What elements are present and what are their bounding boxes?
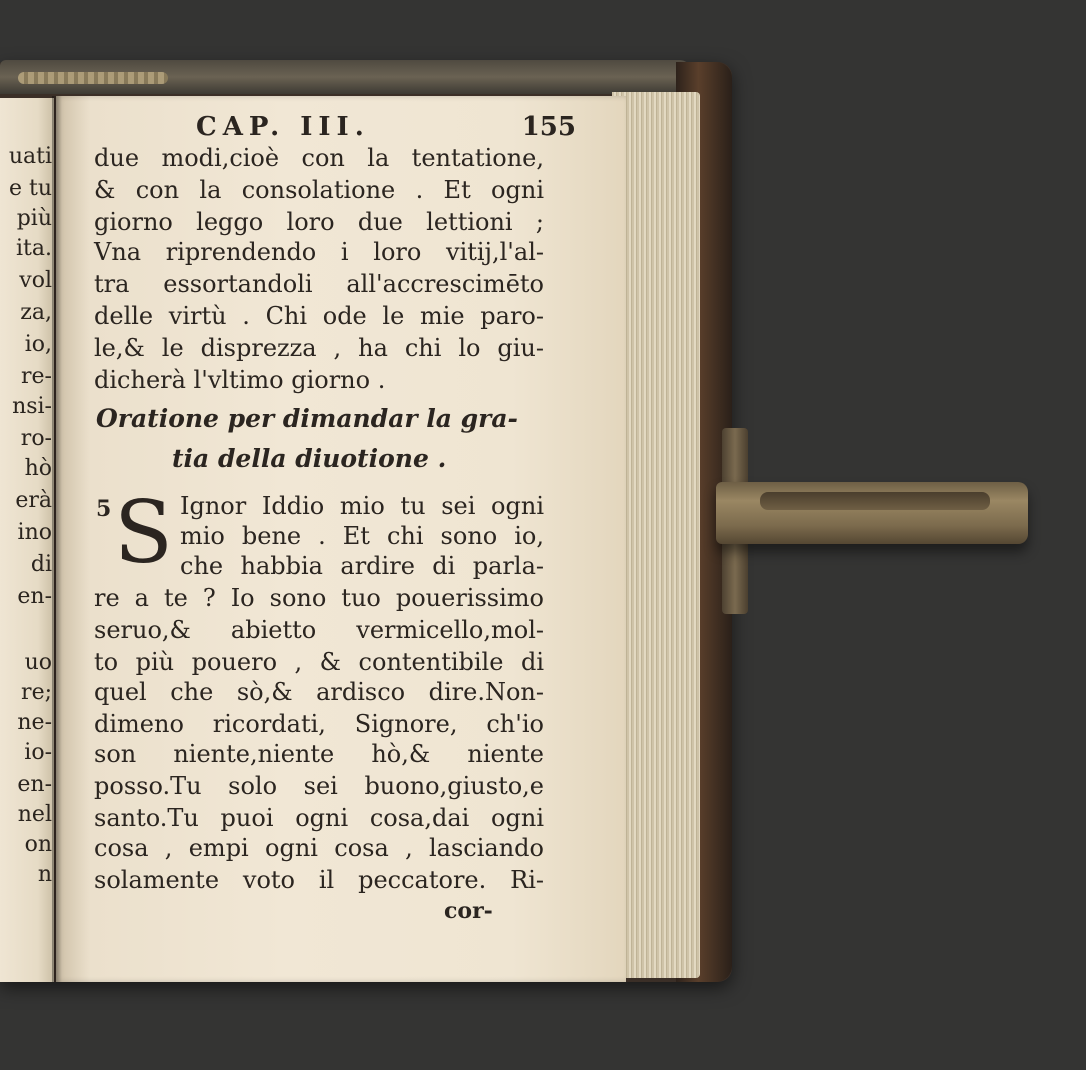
text-line: santo.Tu puoi ogni cosa,dai ogni — [94, 804, 544, 832]
left-fragment: ro- — [20, 426, 52, 451]
left-fragment: ita. — [16, 236, 52, 261]
left-fragment: ne- — [17, 710, 52, 735]
text-line: son niente,niente hò,& niente — [94, 740, 544, 768]
left-fragment: uo — [24, 650, 52, 675]
text-line: solamente voto il peccatore. Ri- — [94, 866, 544, 894]
left-fragment: on — [24, 832, 52, 857]
left-fragment: vol — [19, 268, 52, 293]
headband-cord — [18, 72, 168, 84]
prayer-heading-line: tia della diuotione . — [172, 444, 447, 473]
running-header — [196, 112, 576, 142]
left-fragment: za, — [20, 300, 52, 325]
left-fragment: en- — [17, 772, 52, 797]
left-fragment: ino — [17, 520, 52, 545]
text-line: Ignor Iddio mio tu sei ogni — [180, 492, 544, 520]
left-fragment: re; — [21, 680, 52, 705]
left-fragment: n — [37, 862, 52, 887]
text-line: quel che sò,& ardisco dire.Non- — [94, 678, 544, 706]
verse-number: 5 — [96, 496, 112, 522]
left-fragment: erà — [15, 488, 52, 513]
prayer-heading-line: Oratione per dimandar la gra- — [96, 404, 518, 433]
catchword: cor- — [444, 898, 493, 924]
gutter-shadow — [52, 96, 62, 982]
text-line: le,& le disprezza , ha chi lo giu- — [94, 334, 544, 362]
left-fragment: uati — [8, 144, 52, 169]
text-line: to più pouero , & contentibile di — [94, 648, 544, 676]
page-number: 155 — [521, 112, 576, 142]
text-line: tra essortandoli all'accrescimēto — [94, 270, 544, 298]
left-fragment: re- — [21, 364, 52, 389]
text-line: cosa , empi ogni cosa , lasciando — [94, 834, 544, 862]
left-fragment: nel — [17, 802, 52, 827]
text-line: giorno leggo loro due lettioni ; — [94, 208, 544, 236]
text-line: dimeno ricordati, Signore, ch'io — [94, 710, 544, 738]
text-line: re a te ? Io sono tuo pouerissimo — [94, 584, 544, 612]
left-facing-page — [0, 98, 54, 982]
left-fragment: nsi- — [12, 394, 52, 419]
left-fragment: hò — [24, 456, 52, 481]
text-line: dicherà l'vltimo giorno . — [94, 366, 386, 394]
text-line: posso.Tu solo sei buono,giusto,e — [94, 772, 544, 800]
text-line: mio bene . Et chi sono io, — [180, 522, 544, 550]
left-fragment: en- — [17, 584, 52, 609]
left-fragment: io, — [24, 332, 52, 357]
drop-cap: S — [114, 483, 173, 583]
left-fragment: più — [16, 206, 52, 231]
text-line: seruo,& abietto vermicello,mol- — [94, 616, 544, 644]
chapter-heading: CAP. III. — [196, 112, 370, 142]
text-line: che habbia ardire di parla- — [180, 552, 544, 580]
clasp-groove — [760, 492, 990, 510]
text-line: Vna riprendendo i loro vitij,l'al- — [94, 238, 544, 266]
left-fragment: e tu — [8, 176, 52, 201]
text-line: due modi,cioè con la tentatione, — [94, 144, 544, 172]
text-line: delle virtù . Chi ode le mie paro- — [94, 302, 544, 330]
left-fragment: di — [30, 552, 52, 577]
text-line: & con la consolatione . Et ogni — [94, 176, 544, 204]
left-fragment: io- — [24, 740, 52, 765]
